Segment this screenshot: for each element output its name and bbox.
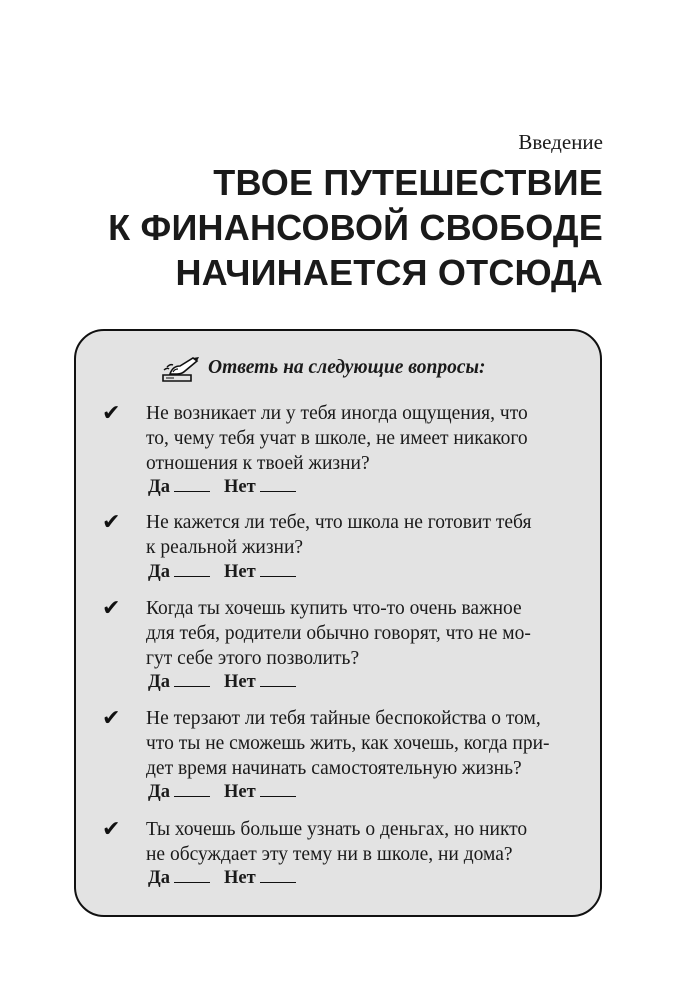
question-text xyxy=(146,401,568,476)
no-answer-blank[interactable] xyxy=(260,778,296,797)
yes-label: Да xyxy=(148,477,170,497)
question-line: для тебя, родители обычно говорят, что не мо- xyxy=(146,623,531,644)
yes-answer-blank[interactable] xyxy=(174,668,210,687)
question-line: Не кажется ли тебе, что школа не готовит тебя xyxy=(146,512,532,533)
checkmark-icon: ✔ xyxy=(102,596,121,621)
yes-answer-blank[interactable] xyxy=(174,558,210,577)
yes-answer-blank[interactable] xyxy=(174,864,210,883)
yes-option xyxy=(148,558,210,584)
yes-label: Да xyxy=(148,672,170,692)
question-line: Не терзают ли тебя тайные беспокойства о том, xyxy=(146,708,541,729)
no-label: Нет xyxy=(223,868,256,888)
answer-row xyxy=(148,558,296,584)
checkmark-icon: ✔ xyxy=(102,510,121,535)
no-option xyxy=(224,473,296,499)
question-line: то, чему тебя учат в школе, не имеет никакого xyxy=(146,428,528,449)
yes-option xyxy=(148,473,210,499)
no-answer-blank[interactable] xyxy=(260,473,296,492)
checkmark-icon: ✔ xyxy=(102,401,121,426)
question-line: Ты хочешь больше узнать о деньгах, но никто xyxy=(146,819,528,840)
answer-row xyxy=(148,864,296,890)
yes-label: Да xyxy=(148,868,170,888)
answer-row xyxy=(148,473,296,499)
yes-label: Да xyxy=(148,562,170,582)
no-option xyxy=(224,668,296,694)
question-text xyxy=(146,510,568,560)
question-line: что ты не сможешь жить, как хочешь, когда при- xyxy=(146,733,550,754)
no-label: Нет xyxy=(223,672,256,692)
quiz-heading-text: Ответь на следующие вопросы: xyxy=(208,357,486,378)
question-text xyxy=(146,596,568,671)
no-answer-blank[interactable] xyxy=(260,864,296,883)
question-line: Когда ты хочешь купить что-то очень важное xyxy=(146,598,522,619)
no-option xyxy=(224,864,296,890)
no-answer-blank[interactable] xyxy=(260,558,296,577)
page-title-line-3: НАЧИНАЕТСЯ ОТСЮДА xyxy=(175,252,603,293)
yes-answer-blank[interactable] xyxy=(174,473,210,492)
no-option xyxy=(224,558,296,584)
yes-label: Да xyxy=(148,782,170,802)
page-title-line-2: К ФИНАНСОВОЙ СВОБОДЕ xyxy=(108,207,603,248)
yes-answer-blank[interactable] xyxy=(174,778,210,797)
page-title-line-1: ТВОЕ ПУТЕШЕСТВИЕ xyxy=(213,162,603,203)
page-header xyxy=(43,128,603,295)
question-line: Не возникает ли у тебя иногда ощущения, что xyxy=(146,403,528,424)
question-text xyxy=(146,706,568,781)
yes-option xyxy=(148,778,210,804)
question-line: дет время начинать самостоятельную жизнь? xyxy=(146,758,522,779)
yes-option xyxy=(148,864,210,890)
checkmark-icon: ✔ xyxy=(102,706,121,731)
quiz-box xyxy=(74,329,602,917)
quiz-heading xyxy=(160,353,486,383)
question-line: не обсуждает эту тему ни в школе, ни дома? xyxy=(146,844,513,865)
answer-row xyxy=(148,778,296,804)
no-label: Нет xyxy=(223,477,256,497)
question-text xyxy=(146,817,568,867)
question-line: отношения к твоей жизни? xyxy=(146,453,370,474)
chapter-label: Введение xyxy=(518,130,603,154)
yes-option xyxy=(148,668,210,694)
no-label: Нет xyxy=(223,562,256,582)
no-label: Нет xyxy=(223,782,256,802)
question-line: к реальной жизни? xyxy=(146,537,304,558)
no-option xyxy=(224,778,296,804)
checkmark-icon: ✔ xyxy=(102,817,121,842)
pencil-writing-icon xyxy=(160,353,204,383)
no-answer-blank[interactable] xyxy=(260,668,296,687)
answer-row xyxy=(148,668,296,694)
question-line: гут себе этого позволить? xyxy=(146,648,360,669)
